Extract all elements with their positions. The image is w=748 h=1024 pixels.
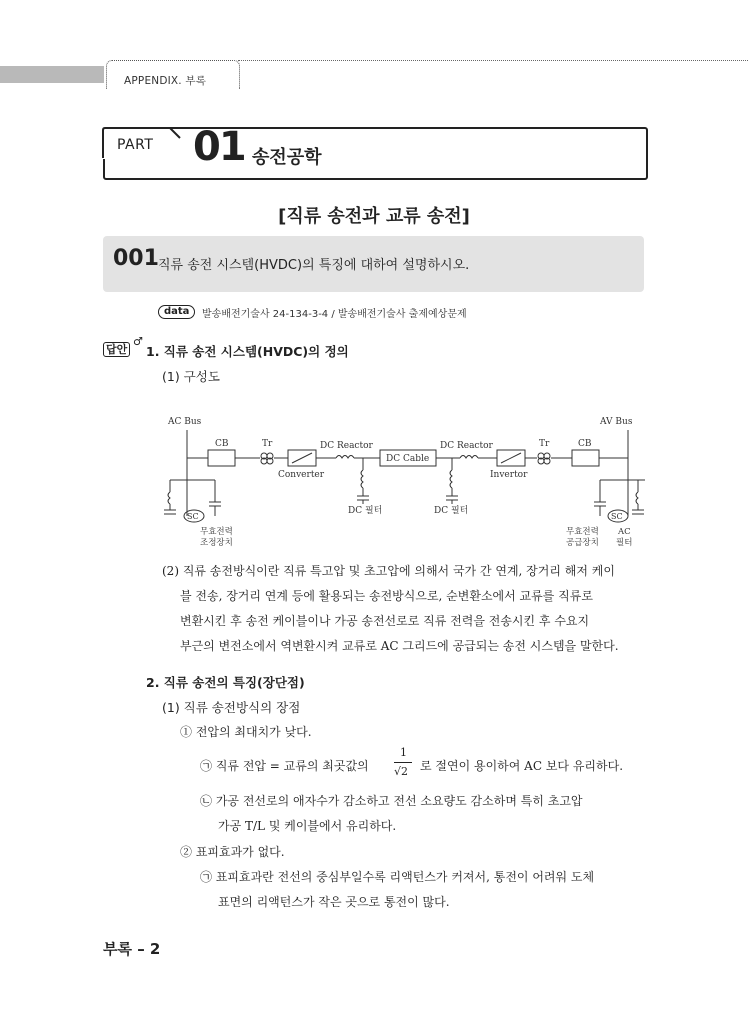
header-bar [0, 66, 104, 83]
ac-filter-label-2: 필터 [616, 538, 633, 548]
subsection-1-1: (1) 구성도 [162, 369, 220, 384]
invertor-label: Invertor [490, 470, 528, 480]
left-comp-label-2: 조정장치 [200, 538, 233, 548]
fraction-numerator: 1 [400, 746, 407, 759]
section-1-heading: 1. 직류 송전 시스템(HVDC)의 정의 [146, 344, 349, 359]
fraction-denominator: √2 [394, 765, 409, 778]
cb-right-label: CB [578, 439, 592, 449]
item-1b-line: ㉡ 가공 전선로의 애자수가 감소하고 전선 소요량도 감소하며 특히 초고압 [200, 794, 583, 808]
question-number: 001 [113, 246, 159, 271]
item-1a-pre: ㉠ 직류 전압 = 교류의 최곳값의 [200, 759, 369, 773]
cb-left-box [208, 450, 235, 466]
subsection-2-1: (1) 직류 송전방식의 장점 [162, 700, 301, 715]
item-2a-line: ㉠ 표피효과란 전선의 중심부일수록 리액턴스가 커져서, 통전이 어려워 도체 [200, 870, 595, 884]
paragraph-line: 부근의 변전소에서 역변환시켜 교류로 AC 그리드에 공급되는 송전 시스템을 말한다. [180, 639, 619, 653]
cb-left-label: CB [215, 439, 229, 449]
converter-label: Converter [278, 470, 325, 480]
left-comp-label-1: 무효전력 [200, 527, 233, 537]
section-title: [직류 송전과 교류 송전] [278, 206, 470, 227]
hvdc-diagram [160, 410, 650, 560]
ac-filter-label-1: AC [618, 527, 631, 537]
item-2a-line: 표면의 리액턴스가 작은 곳으로 통전이 많다. [218, 895, 450, 909]
dc-filter-right-label: DC 필터 [434, 506, 469, 516]
right-comp-label-2: 공급장치 [566, 538, 599, 548]
sc-left-label: SC [187, 512, 199, 521]
dc-reactor-left-label: DC Reactor [320, 441, 373, 451]
check-mark-icon: ♂ [133, 335, 143, 348]
tr-left-label: Tr [262, 439, 273, 449]
tr-right-label: Tr [539, 439, 550, 449]
dc-reactor-right-label: DC Reactor [440, 441, 493, 451]
dc-filter-left-label: DC 필터 [348, 506, 383, 516]
part-number: 01 [193, 124, 245, 170]
page-footer: 부록 – 2 [103, 940, 161, 958]
header-rule [238, 60, 748, 61]
paragraph-line: (2) 직류 송전방식이란 직류 특고압 및 초고압에 의해서 국가 간 연계, 장거리 해저 케이 [162, 564, 615, 578]
item-1: ① 전압의 최대치가 낮다. [180, 725, 312, 739]
section-2-heading: 2. 직류 송전의 특징(장단점) [146, 675, 305, 690]
sc-right-label: SC [611, 512, 623, 521]
part-label: PART [117, 137, 154, 153]
cb-right-box [572, 450, 599, 466]
item-1b-line: 가공 T/L 및 케이블에서 유리하다. [218, 819, 397, 833]
right-comp-label-1: 무효전력 [566, 527, 599, 537]
item-1a-post: 로 절연이 용이하여 AC 보다 유리하다. [420, 759, 624, 773]
answer-badge: 답안 [103, 342, 130, 357]
header-text: APPENDIX. 부록 [124, 75, 207, 87]
item-2: ② 표피효과가 없다. [180, 845, 285, 859]
data-source-text: 발송배전기술사 24-134-3-4 / 발송배전기술사 출제예상문제 [202, 309, 467, 320]
fraction-bar [394, 762, 412, 763]
ac-bus-label: AC Bus [168, 417, 202, 427]
data-badge: data [158, 305, 195, 319]
question-text: 직류 송전 시스템(HVDC)의 특징에 대하여 설명하시오. [158, 258, 470, 273]
part-title: 송전공학 [252, 147, 322, 168]
av-bus-label: AV Bus [600, 417, 633, 427]
paragraph-line: 변환시킨 후 송전 케이블이나 가공 송전선로로 직류 전력을 전송시킨 후 수요지 [180, 614, 590, 628]
dc-cable-label: DC Cable [386, 454, 430, 464]
paragraph-line: 블 전송, 장거리 연계 등에 활용되는 송전방식으로, 순변환소에서 교류를 직류로 [180, 589, 593, 603]
